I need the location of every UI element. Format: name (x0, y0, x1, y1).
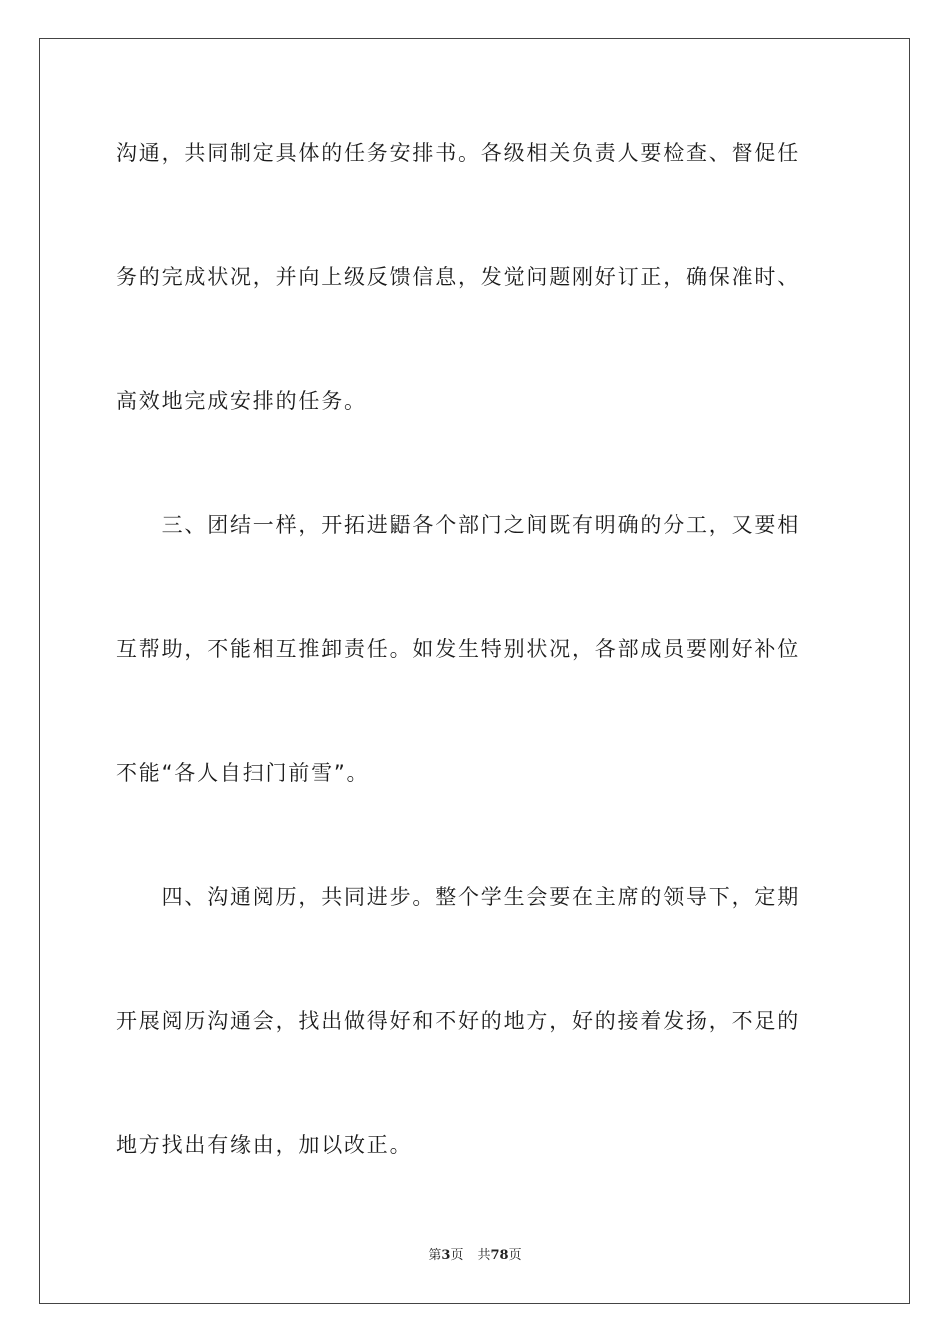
body-text-line-5: 互帮助，不能相互推卸责任。如发生特别状况，各部成员要刚好补位 (116, 637, 800, 661)
total-suffix: 页 (508, 1248, 522, 1263)
body-text-line-9: 地方找出有缘由，加以改正。 (116, 1133, 413, 1157)
body-text-line-2: 务的完成状况，并向上级反馈信息，发觉问题刚好订正，确保准时、 (116, 265, 800, 289)
current-page-number: 3 (441, 1248, 451, 1263)
body-text-line-6: 不能“各人自扫门前雪”。 (116, 761, 370, 785)
body-text-line-1: 沟通，共同制定具体的任务安排书。各级相关负责人要检查、督促任 (116, 141, 800, 165)
body-text-line-7: 四、沟通阅历，共同进步。整个学生会要在主席的领导下，定期 (116, 885, 800, 909)
page-footer (0, 1246, 950, 1266)
page-border (39, 38, 910, 1304)
page-prefix: 第 (428, 1248, 442, 1263)
body-text-line-4: 三、团结一样，开拓进鼯各个部门之间既有明确的分工，又要相 (116, 513, 800, 537)
page-suffix: 页 (450, 1248, 464, 1263)
body-text-line-8: 开展阅历沟通会，找出做得好和不好的地方，好的接着发扬，不足的 (116, 1009, 800, 1033)
body-text-line-3: 高效地完成安排的任务。 (116, 389, 367, 413)
total-prefix: 共 (477, 1248, 491, 1263)
total-page-number: 78 (490, 1248, 509, 1263)
